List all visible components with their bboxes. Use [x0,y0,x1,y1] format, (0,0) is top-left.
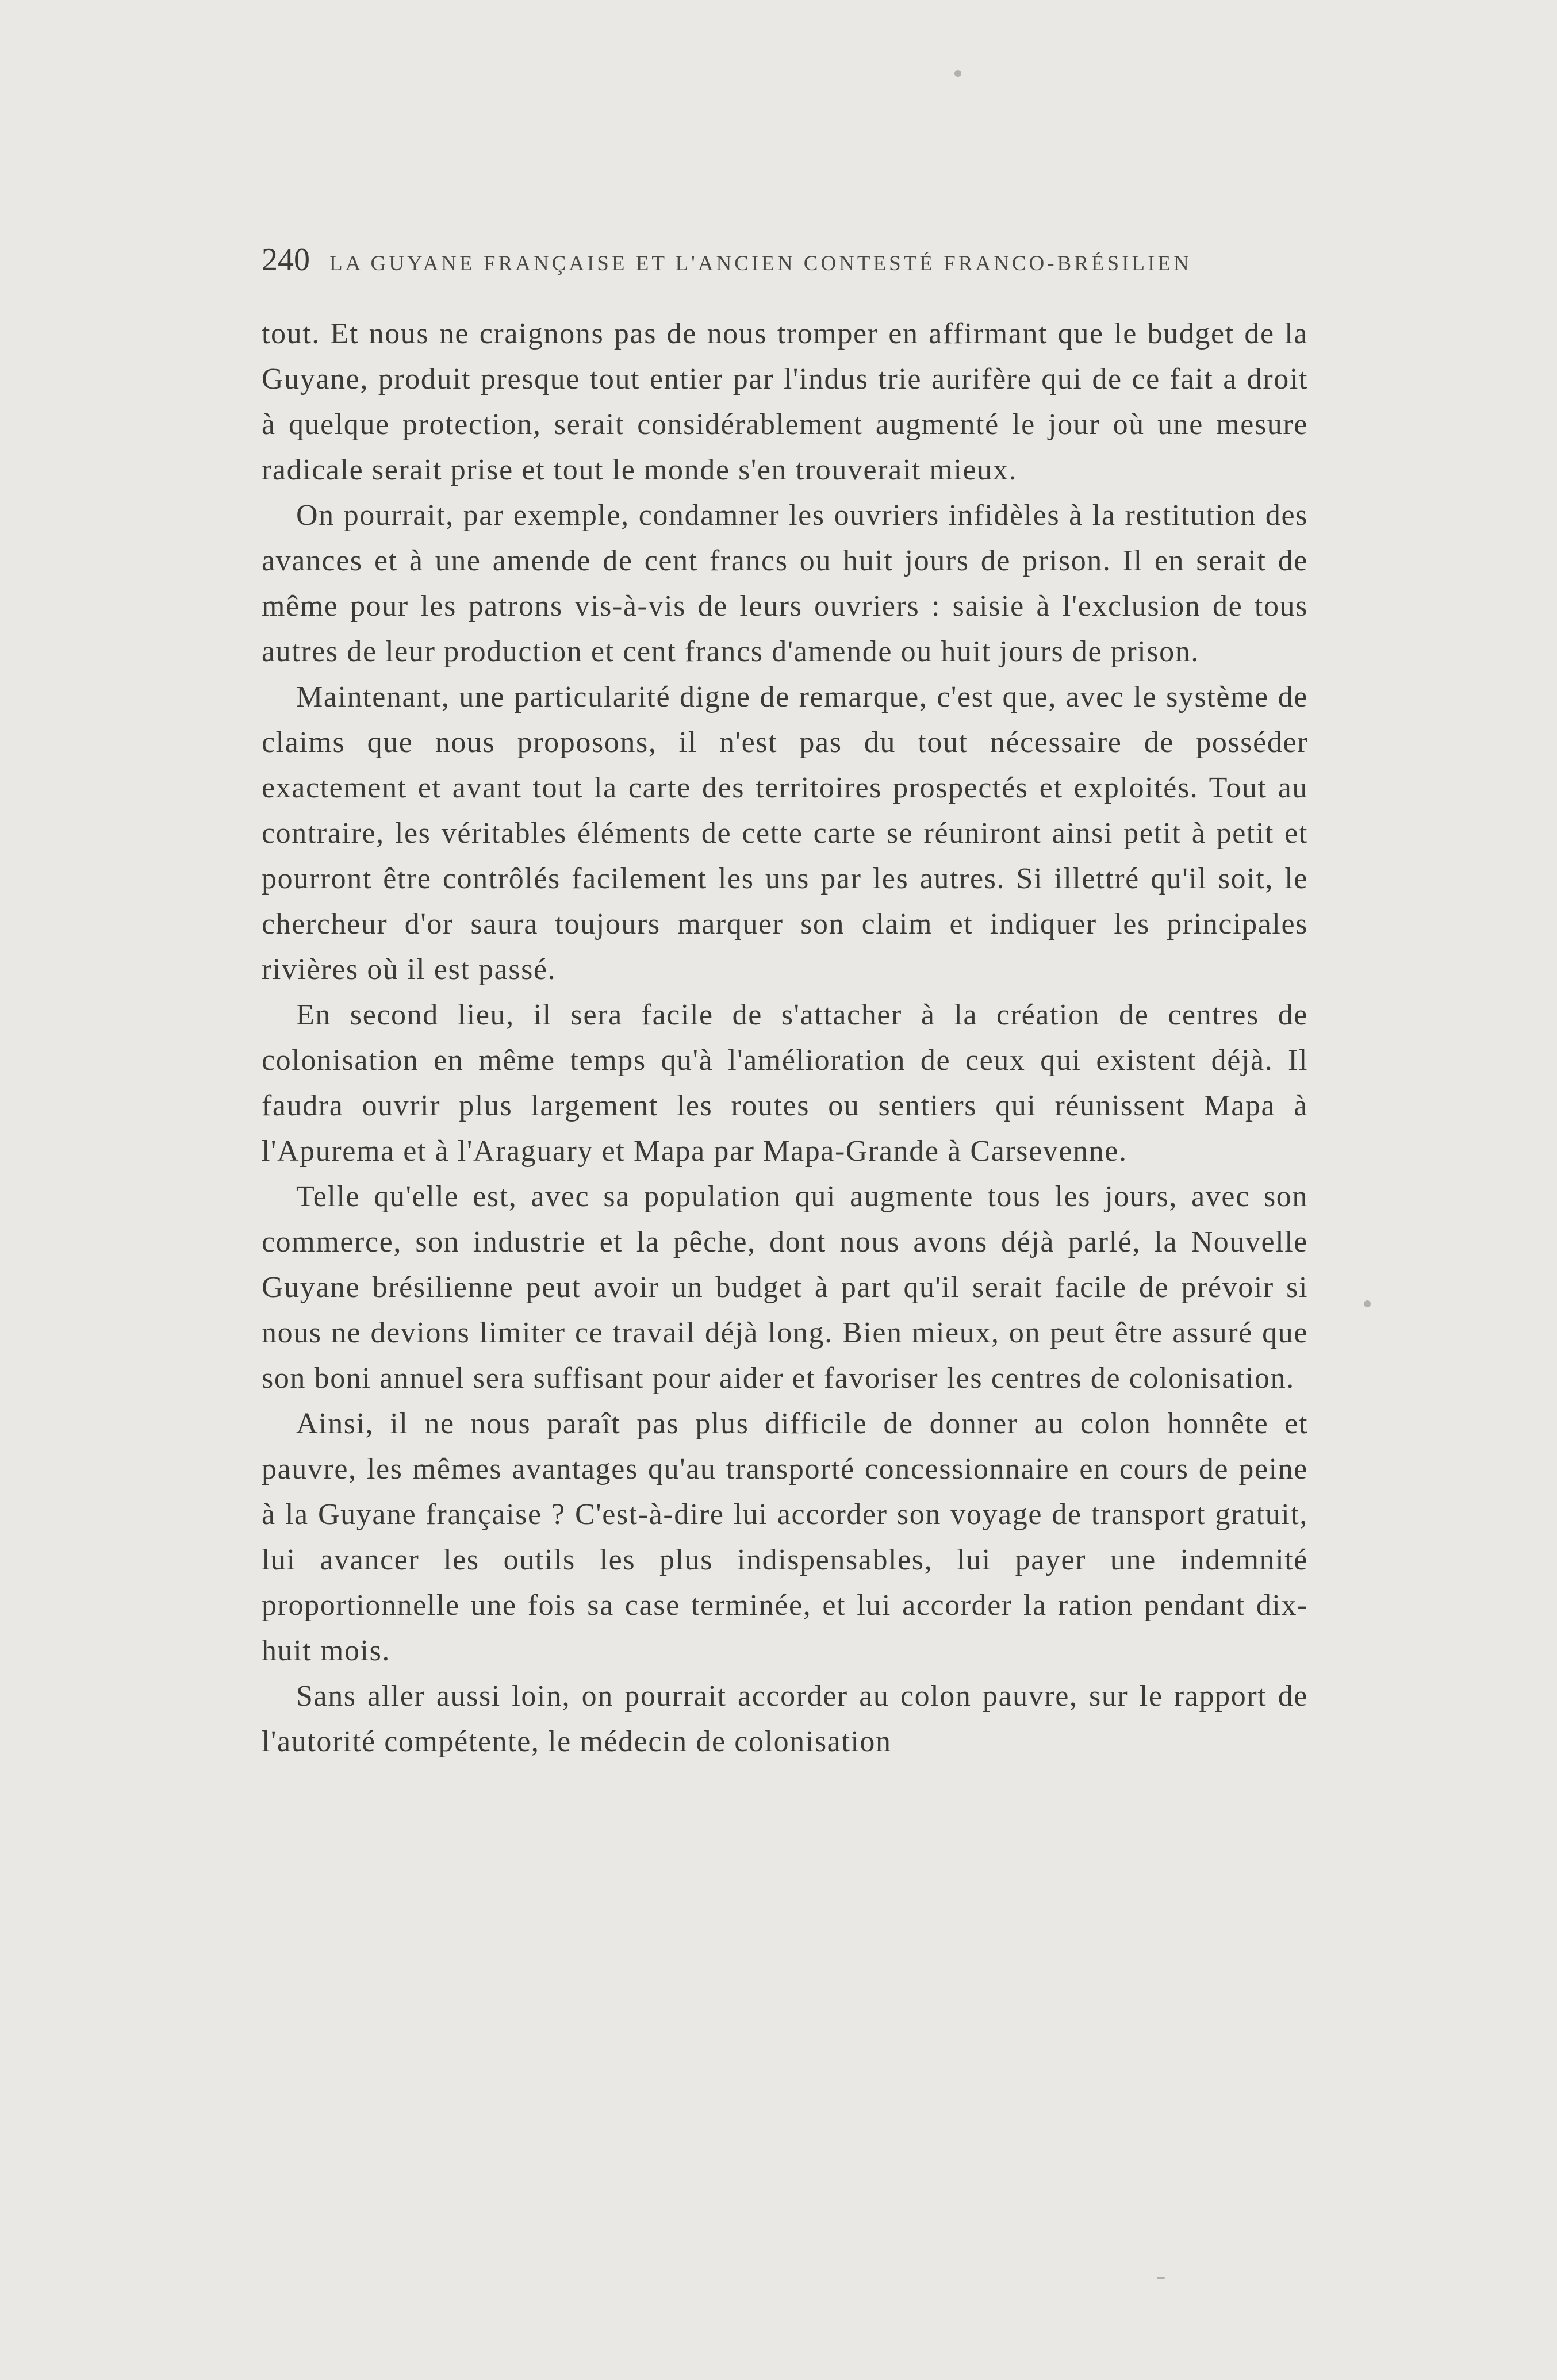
page-number: 240 [262,242,310,278]
paragraph: Sans aller aussi loin, on pourrait accorder au colon pauvre, sur le rapport de l'autorité compétente, le médecin de colonisation [262,1680,1308,1758]
paper-speck [1157,2277,1165,2279]
body-text [262,311,1308,1764]
paragraph: En second lieu, il sera facile de s'attacher à la création de centres de colonisation en même temps qu'à l'amélioration de ceux qui existent déjà. Il faudra ouvrir plus largement les routes ou sentiers qui réunissent Mapa à l'Apurema et à l'Araguary et Mapa par Mapa-Grande à Carsevenne. [262,999,1308,1168]
paper-speck [1364,1300,1371,1307]
paragraph: tout. Et nous ne craignons pas de nous tromper en affirmant que le budget de la Guyane, produit presque tout entier par l'indus trie aurifère qui de ce fait a droit à quelque protection, serait considérablement augmenté le jour où une mesure radicale serait prise et tout le monde s'en trouverait mieux. [262,317,1308,486]
paragraph: Maintenant, une particularité digne de remarque, c'est que, avec le système de claims que nous proposons, il n'est pas du tout nécessaire de posséder exactement et avant tout la carte des territoires prospectés et exploités. Tout au contraire, les véritables éléments de cette carte se réuniront ainsi petit à petit et pourront être contrôlés facilement les uns par les autres. Si illettré qu'il soit, le chercheur d'or saura toujours marquer son claim et indiquer les principales rivières où il est passé. [262,681,1308,986]
paragraph: On pourrait, par exemple, condamner les ouvriers infidèles à la restitution des avances et à une amende de cent francs ou huit jours de prison. Il en serait de même pour les patrons vis-à-vis de leurs ouvriers : saisie à l'exclusion de tous autres de leur production et cent francs d'amende ou huit jours de prison. [262,499,1308,668]
running-title: LA GUYANE FRANÇAISE ET L'ANCIEN CONTESTÉ FRANCO-BRÉSILIEN [329,252,1192,275]
paragraph: Telle qu'elle est, avec sa population qui augmente tous les jours, avec son commerce, son industrie et la pêche, dont nous avons déjà parlé, la Nouvelle Guyane brésilienne peut avoir un budget à part qu'il serait facile de prévoir si nous ne devions limiter ce travail déjà long. Bien mieux, on peut être assuré que son boni annuel sera suffisant pour aider et favoriser les centres de colonisation. [262,1180,1308,1395]
paragraph: Ainsi, il ne nous paraît pas plus difficile de donner au colon honnête et pauvre, les mêmes avantages qu'au transporté concessionnaire en cours de peine à la Guyane française ? C'est-à-dire lui accorder son voyage de transport gratuit, lui avancer les outils les plus indispensables, lui payer une indemnité proportionnelle une fois sa case terminée, et lui accorder la ration pendant dix-huit mois. [262,1407,1308,1667]
running-header [262,241,1308,279]
paper-speck [954,70,961,77]
